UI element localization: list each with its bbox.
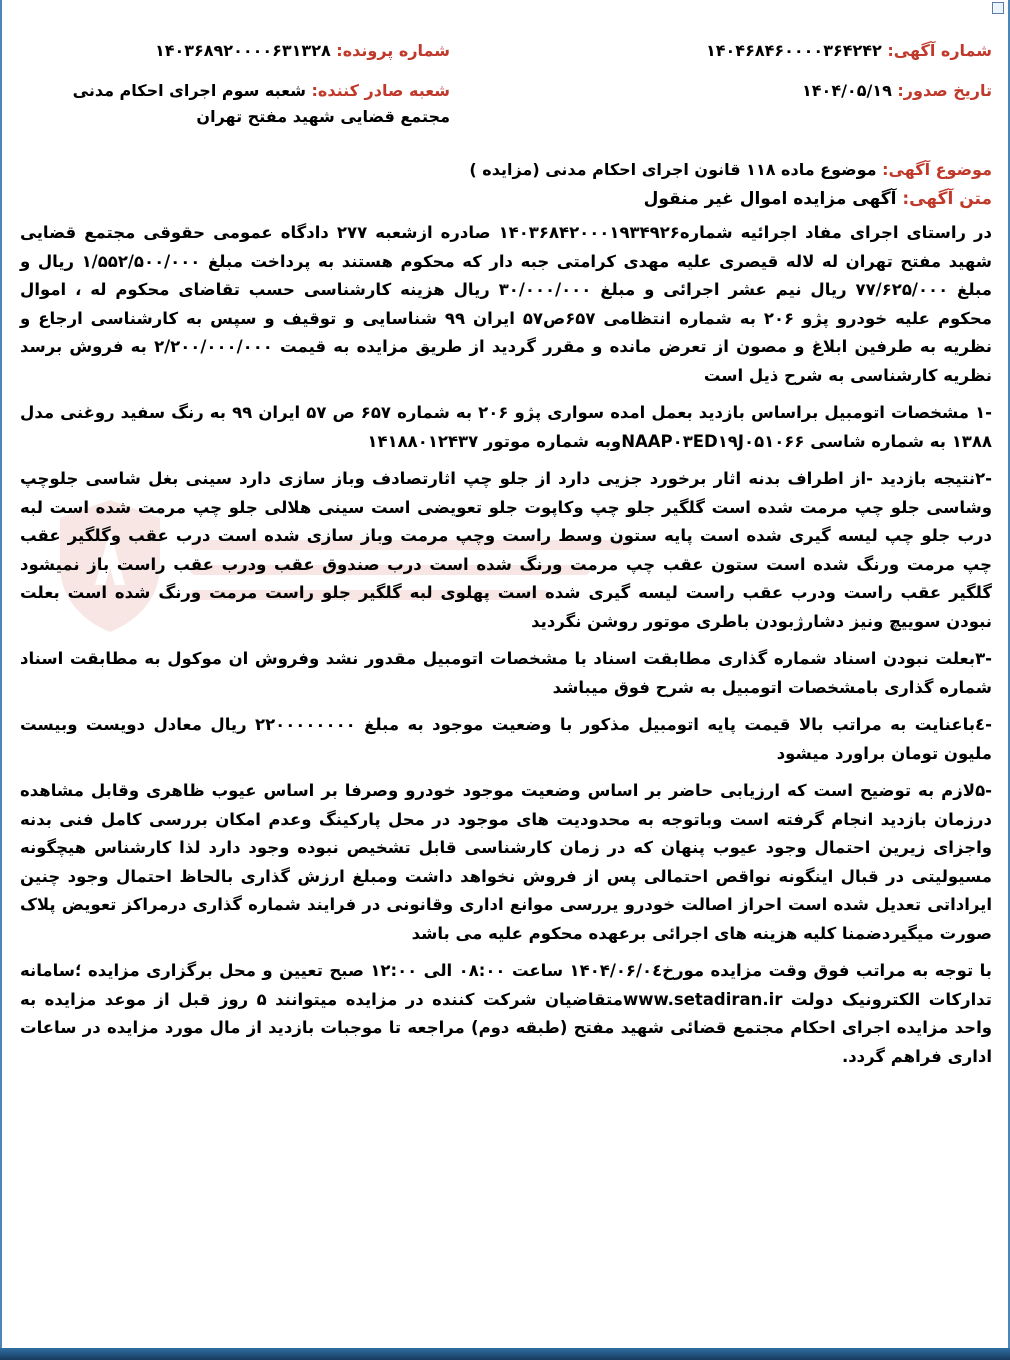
body-label: متن آگهی: [902,189,992,209]
issuer-label: شعبه صادر کننده: [311,81,450,100]
header-meta [20,38,992,144]
body-paragraph-base-price: -٤باعنایت به مراتب بالا قیمت پایه اتومبیل مذکور با وضعیت موجود به مبلغ ۲۲۰۰۰۰۰۰۰۰ ریال معادل دویست وبیست ملیون تومان براورد میشود [20,715,992,763]
close-icon[interactable] [992,2,1004,14]
body-paragraph-documents: -۳بعلت نبودن اسناد شماره گذاری مطابقت اسناد با مشخصات اتومبیل مقدور نشد وفروش ان موکول به مطابقت اسناد شماره گذاری بامشخصات اتومبیل به شرح فوق میباشد [20,649,992,697]
file-number-value: ۱۴۰۳۶۸۹۲۰۰۰۰۶۳۱۳۲۸ [154,41,331,60]
issue-date-value: ۱۴۰۴/۰۵/۱۹ [802,81,892,100]
document-page [20,38,992,1071]
body-paragraph-intro: در راستای اجرای مفاد اجرائیه شماره۱۴۰۳۶۸۴۲۰۰۰۱۹۳۴۹۲۶ صادره ازشعبه ۲۷۷ دادگاه عمومی حقوقی مجتمع قضایی شهید مفتح تهران له لاله قیصری علیه مهدی کرامتی جبه دار که محکوم هستند به پرداخت مبلغ ۱/۵۵۲/۵۰۰/۰۰۰ ریال و مبلغ ۷۷/۶۲۵/۰۰۰ ریال نیم عشر اجرائی و مبلغ ۳۰/۰۰۰/۰۰۰ ریال هزینه کارشناسی حسب تقاضای محکوم له ، اموال محکوم علیه خودرو پژو ۲۰۶ به شماره انتظامی ۶۵۷ص۵۷ ایران ۹۹ شناسایی و توقیف و سپس به کارشناسی ارجاع و نظریه به طرفین ابلاغ و مصون از تعرض مانده و مقرر گردید از طریق مزایده به قیمت ۲/۲۰۰/۰۰۰/۰۰۰ به فروش برسد نظریه کارشناسی به شرح ذیل است [20,223,993,385]
issue-date [522,78,992,104]
issue-date-label: تاریخ صدور: [897,81,992,100]
issuer [20,78,450,130]
subject-label: موضوع آگهی: [882,160,992,179]
ad-number [522,38,992,64]
header-right-column [522,38,992,118]
ad-number-value: ۱۴۰۴۶۸۴۶۰۰۰۰۳۶۴۲۴۲ [706,41,882,60]
body-title: آگهی مزایده اموال غیر منقول [643,189,897,209]
body-paragraph-inspection-result: -۲نتیجه بازدید -از اطراف بدنه اثار برخورد جزیی دارد از جلو چپ اثارتصادف وباز سازی دارد سینی بغل شاسی جلوچپ وشاسی جلو چپ مرمت شده است گلگیر جلو چپ وکاپوت جلو تعویضی است سینی هلالی جلو چپ مرمت شده است لبه درب جلو چپ لیسه گیری شده است پایه ستون وسط راست وچپ مرمت وباز سازی شده است درب عقب وگلگیر عقب چپ مرمت ورنگ شده است ستون عقب چپ مرمت ورنگ شده است درب صندوق عقب ودرب عقب راست باز نمیشود گلگیر عقب راست ودرب عقب راست لیسه گیری شده است پهلوی لبه گلگیر جلو راست مرمت ورنگ شده است بعلت نبودن سوییچ ونیز دشارژبودن باطری موتور روشن نگردید [20,469,992,631]
body-paragraph-disclaimer: -۵لازم به توضیح است که ارزیابی حاضر بر اساس وضعیت موجود خودرو وصرفا بر اساس عیوب ظاهری وقابل مشاهده درزمان بازدید انجام گرفته است وباتوجه به محدودیت های موجود در محل پارکینگ وعدم امکان بررسی کامل فنی بدنه واجزای زیرین احتمال وجود عیوب پنهان که در زمان کارشناسی قابل تشخیص نبوده وجود دارد لذا کارشناس هیچگونه مسیولیتی در قبال اینگونه نواقص احتمالی پس از فروش نخواهد داشت ومبلغ ارزش گذاری بالحاظ احتمال وجود چنین ایراداتی تعدیل شده است احراز اصالت خودرو یررسی موانع اداری وقانونی در فرایند شماره گذاری درمراکز تعویض پلاک صورت میگیردضمنا کلیه هزینه های اجرائی برعهده محکوم علیه می باشد [20,781,992,943]
issuer-value: شعبه سوم اجرای احکام مدنی مجتمع قضایی شهید مفتح تهران [72,81,450,126]
header-left-column [20,38,450,144]
body-paragraph-vehicle-specs: -۱ مشخصات اتومبیل براساس بازدید بعمل امده سواری پژو ۲۰۶ به شماره ۶۵۷ ص ۵۷ ایران ۹۹ به رنگ سفید روغنی مدل ۱۳۸۸ به شماره شاسی NAAP۰۳ED۱۹J۰۵۱۰۶۶وبه شماره موتور ۱۴۱۸۸۰۱۲۴۳۷ [20,403,992,451]
ad-number-label: شماره آگهی: [887,41,992,60]
ad-body-title [20,189,992,209]
window-bottom-bar [0,1348,1010,1360]
file-number [20,38,450,64]
file-number-label: شماره پرونده: [336,41,450,60]
body-paragraph-auction-time: با توجه به مراتب فوق وقت مزایده مورخ۱۴۰۴/۰۶/۰٤ ساعت ۰۸:۰۰ الی ۱۲:۰۰ صبح تعیین و محل برگزاری مزایده ؛سامانه تدارکات الکترونیک دولت www.setadiran.irمتقاضیان شرکت کننده در مزایده میتوانند ۵ روز قبل از موعد مزایده به واحد مزایده اجرای احکام مجتمع قضائی شهید مفتح (طبقه دوم) مراجعه تا موجبات بازدید از مال مورد مزایده در ساعات اداری فراهم گردد. [20,961,993,1066]
ad-subject [20,160,992,179]
subject-value: موضوع ماده ۱۱۸ قانون اجرای احکام مدنی (مزایده ) [469,160,877,179]
